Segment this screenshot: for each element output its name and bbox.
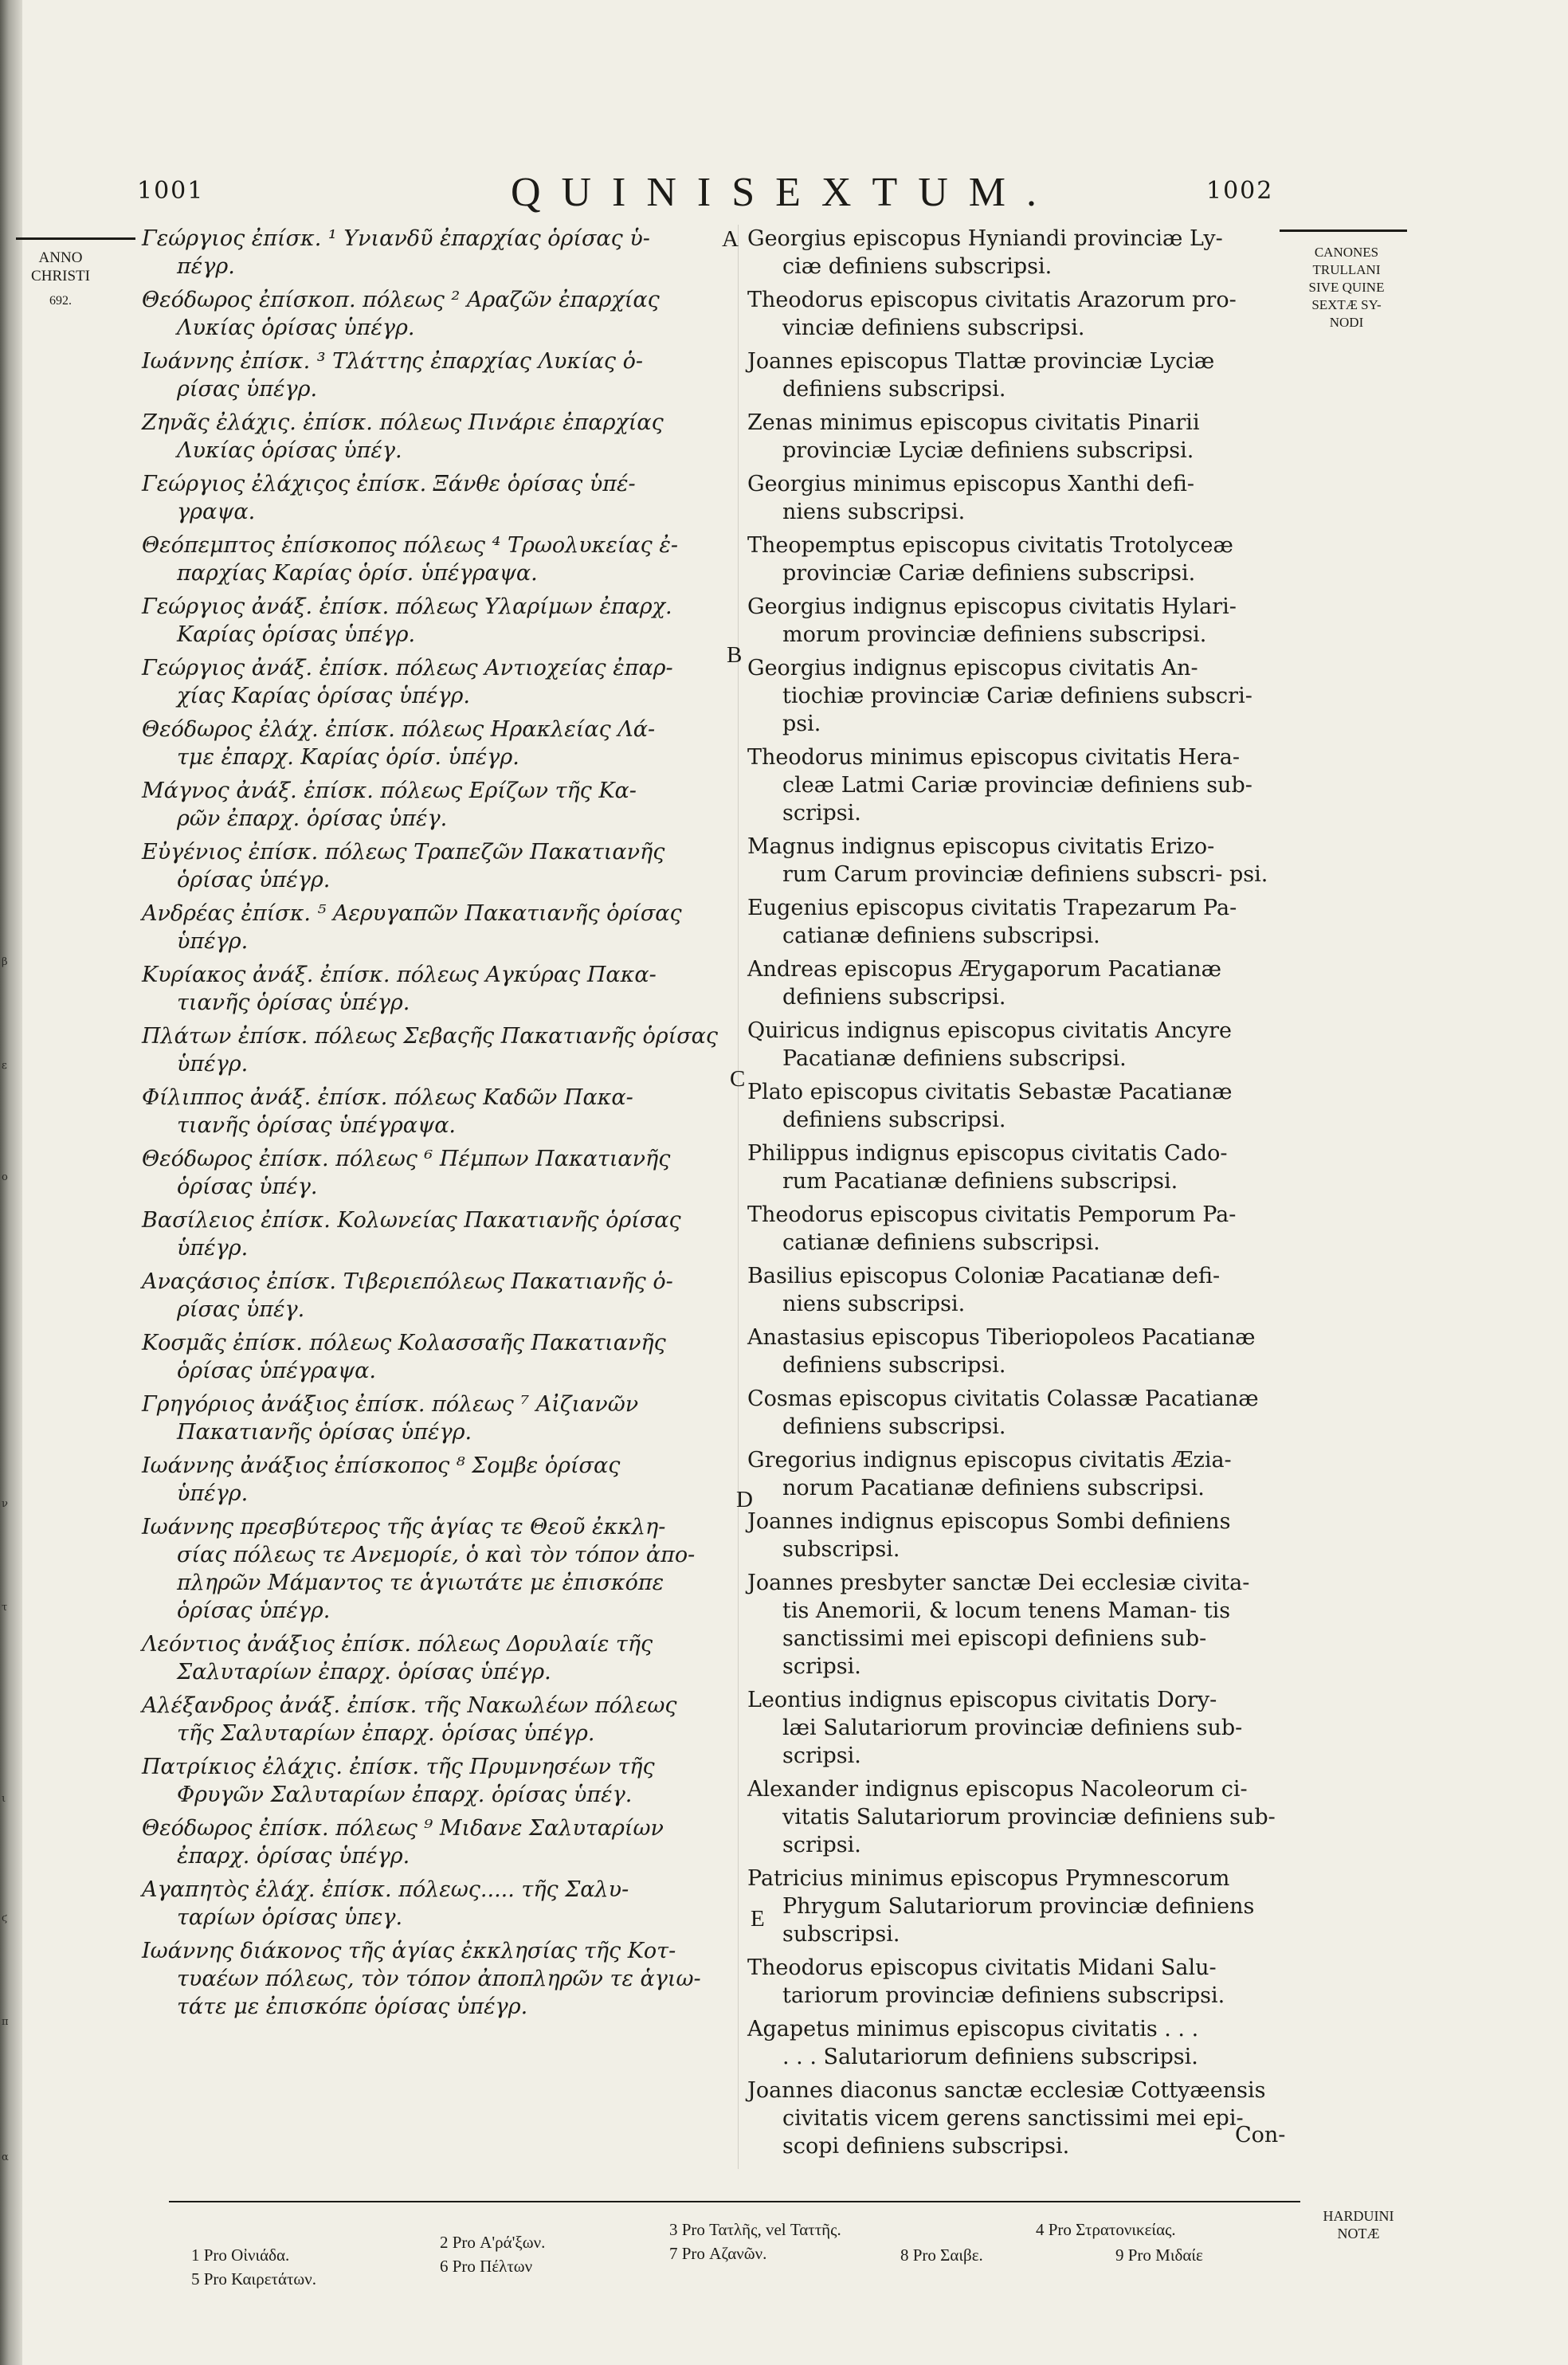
latin-entry-continuation: læi Salutariorum provinciæ definiens sub- scripsi. (782, 1716, 1243, 1768)
footnote-7: 7 Pro Αζανῶν. (669, 2244, 767, 2263)
page-number-right: 1002 (1206, 177, 1274, 205)
greek-entry (142, 409, 731, 465)
page-title: QUINISEXTUM. (510, 170, 1058, 215)
latin-entry (747, 1324, 1289, 1379)
greek-entry (142, 1814, 731, 1870)
harduini-label: HARDUINI (1323, 2208, 1394, 2224)
greek-entry-continuation: ἐπαρχ. ὁρίσας ὑπέγρ. (177, 1844, 410, 1869)
latin-entry (747, 470, 1289, 526)
latin-entry-first-line: Theodorus episcopus civitatis Pemporum Pa- (747, 1202, 1237, 1227)
latin-entry-continuation: definiens subscripsi. (782, 1353, 1006, 1378)
latin-entry-first-line: Agapetus minimus episcopus civitatis . . . (747, 2017, 1199, 2041)
footnote-3: 3 Pro Τατλῆς, vel Ταττῆς. (669, 2220, 841, 2239)
section-marker-c: C (730, 1066, 746, 1092)
footnote-2: 2 Pro Α'ρά'ξων. (440, 2233, 546, 2252)
greek-entry (142, 1630, 731, 1686)
greek-entry-first-line: Θεόδωρος ἐπίσκοπ. πόλεως ² Αραζῶν ἐπαρχίας (142, 288, 660, 312)
greek-entry-first-line: Ιωάννης πρεσβύτερος τῆς ἁγίας τε Θεοῦ ἐκκλη- (142, 1515, 666, 1539)
latin-entry (747, 955, 1289, 1011)
greek-entry (142, 1022, 731, 1078)
latin-entry-continuation: morum provinciæ definiens subscripsi. (782, 622, 1207, 647)
latin-entry (747, 2077, 1289, 2160)
notae-label: NOTÆ (1337, 2226, 1380, 2241)
greek-entry-continuation: ὁρίσας ὑπέγ. (177, 1175, 318, 1199)
greek-entry-continuation: Λυκίας ὁρίσας ὑπέγρ. (177, 316, 415, 340)
latin-entry-first-line: Theodorus episcopus civitatis Arazorum pro- (747, 288, 1237, 312)
greek-entry (142, 1876, 731, 1932)
latin-entry-continuation: niens subscripsi. (782, 500, 966, 524)
greek-entry (142, 470, 731, 526)
latin-entry-first-line: Georgius minimus episcopus Xanthi defi- (747, 472, 1194, 496)
greek-entry (142, 1268, 731, 1324)
latin-entry-first-line: Anastasius episcopus Tiberiopoleos Pacatianæ (747, 1325, 1256, 1350)
greek-entry (142, 531, 731, 587)
page-number-left: 1001 (137, 177, 205, 205)
greek-entry-continuation: ὑπέγρ. (177, 929, 249, 954)
greek-entry-first-line: Θεόπεμπτος ἐπίσκοπος πόλεως ⁴ Τρωολυκείας ἐ- (142, 533, 678, 558)
previous-page-bleed: β ε ο ν τ ι ϛ π α (2, 956, 9, 2163)
footnote-4: 4 Pro Στρατονικείας. (1036, 2220, 1176, 2239)
greek-entry-continuation: ὑπέγρ. (177, 1481, 249, 1506)
greek-entry-continuation: πέγρ. (177, 254, 235, 279)
greek-entry-first-line: Θεόδωρος ἐλάχ. ἐπίσκ. πόλεως Ηρακλείας Λά- (142, 717, 656, 742)
section-marker-a: A (722, 226, 739, 252)
latin-entry-continuation: cleæ Latmi Cariæ provinciæ definiens sub- scripsi. (782, 773, 1252, 826)
latin-entry (747, 1201, 1289, 1257)
latin-entry-continuation: norum Pacatianæ definiens subscripsi. (782, 1476, 1205, 1500)
latin-entry-first-line: Alexander indignus episcopus Nacoleorum ci- (747, 1777, 1248, 1802)
greek-entry (142, 777, 731, 833)
latin-entry-continuation: . . . Salutariorum definiens subscripsi. (782, 2045, 1198, 2069)
greek-entry-continuation: ταρίων ὁρίσας ὑπεγ. (177, 1905, 403, 1930)
footnotes (159, 2220, 1307, 2308)
latin-entry (747, 743, 1289, 827)
greek-entry-continuation: χίας Καρίας ὁρίσας ὑπέγρ. (177, 684, 471, 708)
latin-entry (747, 286, 1289, 342)
greek-entry (142, 900, 731, 955)
section-marker-e: E (751, 1906, 765, 1932)
greek-entry (142, 225, 731, 280)
footnote-rule (169, 2201, 1300, 2202)
latin-entry (747, 833, 1289, 888)
latin-entry (747, 1569, 1289, 1681)
latin-entry-continuation: definiens subscripsi. (782, 1414, 1006, 1439)
latin-entry (747, 1954, 1289, 2010)
greek-column (142, 225, 731, 2026)
greek-entry (142, 593, 731, 649)
greek-entry-continuation: ρίσας ὑπέγ. (177, 1297, 305, 1322)
latin-entry-continuation: ciæ definiens subscripsi. (782, 254, 1053, 279)
footnote-8: 8 Pro Σαιβε. (900, 2245, 983, 2265)
latin-entry-continuation: definiens subscripsi. (782, 377, 1006, 402)
latin-entry (747, 1078, 1289, 1134)
greek-entry (142, 961, 731, 1017)
latin-column (747, 225, 1289, 2166)
canones-line: TRULLANI (1312, 262, 1381, 277)
greek-entry-continuation: Πακατιανῆς ὁρίσας ὑπέγρ. (177, 1420, 472, 1445)
footnote-1: 1 Pro Οἰνιάδα. (191, 2245, 290, 2265)
greek-entry-first-line: Πατρίκιος ἐλάχις. ἐπίσκ. τῆς Πρυμνησέων τῆς (142, 1755, 655, 1779)
column-separator (738, 225, 739, 2169)
latin-entry-continuation: tariorum provinciæ definiens subscripsi. (782, 1983, 1225, 2008)
catchword: Con- (1235, 2123, 1286, 2147)
section-marker-d: D (736, 1487, 753, 1512)
canones-marginal (1296, 244, 1397, 331)
greek-entry-first-line: Αλέξανδρος ἀνάξ. ἐπίσκ. τῆς Νακωλέων πόλεως (142, 1693, 677, 1718)
latin-entry (747, 2015, 1289, 2071)
latin-entry (747, 593, 1289, 649)
latin-entry-continuation: vitatis Salutariorum provinciæ definiens sub- scripsi. (782, 1805, 1276, 1857)
latin-entry-continuation: provinciæ Cariæ definiens subscripsi. (782, 561, 1196, 586)
anno-label: ANNO (38, 249, 83, 266)
latin-entry (747, 1686, 1289, 1770)
latin-entry-first-line: Zenas minimus episcopus civitatis Pinarii (747, 410, 1200, 435)
year-label: 692. (49, 294, 72, 308)
greek-entry-continuation: ὁρίσας ὑπέγραψα. (177, 1359, 376, 1383)
latin-entry-first-line: Joannes indignus episcopus Sombi definiens (747, 1509, 1231, 1534)
latin-entry (747, 654, 1289, 738)
latin-entry (747, 531, 1289, 587)
latin-entry-first-line: Quiricus indignus episcopus civitatis Ancyre (747, 1018, 1233, 1043)
greek-entry-first-line: Κοσμᾶς ἐπίσκ. πόλεως Κολασσαῆς Πακατιανῆς (142, 1331, 666, 1355)
latin-entry-first-line: Leontius indignus episcopus civitatis Dory- (747, 1688, 1217, 1712)
greek-entry-first-line: Φίλιππος ἀνάξ. ἐπίσκ. πόλεως Καδῶν Πακα- (142, 1085, 633, 1110)
greek-entry-first-line: Βασίλειος ἐπίσκ. Κολωνείας Πακατιανῆς ὁρίσας (142, 1208, 681, 1233)
latin-entry-continuation: catianæ definiens subscripsi. (782, 924, 1100, 948)
greek-entry (142, 1084, 731, 1139)
latin-entry-first-line: Philippus indignus episcopus civitatis Cado- (747, 1141, 1228, 1166)
latin-entry-first-line: Joannes diaconus sanctæ ecclesiæ Cottyæensis (747, 2078, 1266, 2103)
greek-entry-continuation: ὑπέγρ. (177, 1236, 249, 1261)
latin-entry-first-line: Georgius indignus episcopus civitatis Hylari- (747, 594, 1237, 619)
latin-entry-continuation: catianæ definiens subscripsi. (782, 1230, 1100, 1255)
latin-entry-first-line: Joannes presbyter sanctæ Dei ecclesiæ civita- (747, 1571, 1250, 1595)
latin-entry-continuation: tiochiæ provinciæ Cariæ definiens subscri- psi. (782, 684, 1252, 736)
greek-entry (142, 1937, 731, 2021)
greek-entry-first-line: Αναςάσιος ἐπίσκ. Τιβεριεπόλεως Πακατιανῆς ὁ- (142, 1269, 673, 1294)
greek-entry-continuation: παρχίας Καρίας ὁρίσ. ὑπέγραψα. (177, 561, 538, 586)
greek-entry (142, 1390, 731, 1446)
greek-entry-continuation: Φρυγῶν Σαλυταρίων ἐπαρχ. ὁρίσας ὑπέγ. (177, 1783, 633, 1807)
latin-entry-first-line: Gregorius indignus episcopus civitatis Æzia- (747, 1448, 1232, 1473)
latin-entry-continuation: rum Pacatianæ definiens subscripsi. (782, 1169, 1178, 1194)
greek-entry-continuation: Καρίας ὁρίσας ὑπέγρ. (177, 622, 416, 647)
greek-entry (142, 838, 731, 894)
greek-entry-first-line: Κυρίακος ἀνάξ. ἐπίσκ. πόλεως Αγκύρας Πακα- (142, 963, 657, 987)
greek-entry (142, 1753, 731, 1809)
latin-entry (747, 1865, 1289, 1948)
greek-entry-continuation: ρίσας ὑπέγρ. (177, 377, 318, 402)
latin-entry-first-line: Andreas episcopus Ærygaporum Pacatianæ (747, 957, 1222, 982)
latin-entry-continuation: tis Anemorii, & locum tenens Maman- tis sanctissimi mei episcopi definiens sub- scripsi. (782, 1598, 1231, 1679)
christi-label: CHRISTI (31, 268, 90, 284)
latin-entry-first-line: Patricius minimus episcopus Prymnescorum (747, 1866, 1230, 1891)
latin-entry (747, 1508, 1289, 1563)
greek-entry (142, 347, 731, 403)
greek-entry-first-line: Θεόδωρος ἐπίσκ. πόλεως ⁶ Πέμπων Πακατιανῆς (142, 1147, 671, 1171)
greek-entry-first-line: Ανδρέας ἐπίσκ. ⁵ Αερυγαπῶν Πακατιανῆς ὁρίσας (142, 901, 682, 926)
anno-christi-marginal (22, 249, 99, 310)
greek-entry-first-line: Εὐγένιος ἐπίσκ. πόλεως Τραπεζῶν Πακατιανῆς (142, 840, 665, 865)
greek-entry-first-line: Γρηγόριος ἀνάξιος ἐπίσκ. πόλεως ⁷ Αἰζιανῶν (142, 1392, 639, 1417)
latin-entry (747, 894, 1289, 950)
greek-entry-continuation: τιανῆς ὁρίσας ὑπέγρ. (177, 990, 410, 1015)
latin-entry (747, 225, 1289, 280)
greek-entry-continuation: ὑπέγρ. (177, 1052, 249, 1077)
greek-entry-first-line: Ζηνᾶς ἐλάχις. ἐπίσκ. πόλεως Πινάριε ἐπαρχίας (142, 410, 664, 435)
canones-line: CANONES (1314, 245, 1379, 260)
latin-entry-first-line: Theopemptus episcopus civitatis Trotolyceæ (747, 533, 1233, 558)
greek-entry (142, 1513, 731, 1625)
latin-entry-first-line: Theodorus minimus episcopus civitatis Hera- (747, 745, 1241, 770)
latin-entry (747, 1446, 1289, 1502)
latin-entry (747, 1139, 1289, 1195)
greek-entry-continuation: τῆς Σαλυταρίων ἐπαρχ. ὁρίσας ὑπέγρ. (177, 1721, 595, 1746)
greek-entry-continuation: σίας πόλεως τε Ανεμορίε, ὁ καὶ τὸν τόπον ἀπο- πληρῶν Μάμαντος τε ἁγιωτάτε με ἐπισκόπε ὁρίσας ὑπέγρ. (177, 1543, 696, 1623)
latin-entry-first-line: Georgius indignus episcopus civitatis An- (747, 656, 1198, 680)
latin-entry (747, 347, 1289, 403)
greek-entry (142, 1452, 731, 1508)
latin-entry (747, 409, 1289, 465)
latin-entry-continuation: rum Carum provinciæ definiens subscri- psi. (782, 862, 1268, 887)
header-rule-right (1280, 229, 1407, 232)
greek-entry-first-line: Λεόντιος ἀνάξιος ἐπίσκ. πόλεως Δορυλαίε τῆς (142, 1632, 653, 1657)
latin-entry (747, 1775, 1289, 1859)
latin-entry-continuation: Phrygum Salutariorum provinciæ definiens subscripsi. (782, 1894, 1255, 1947)
canones-line: NODI (1329, 315, 1364, 330)
greek-entry-continuation: ρῶν ἐπαρχ. ὁρίσας ὑπέγ. (177, 806, 448, 831)
latin-entry (747, 1262, 1289, 1318)
greek-entry-continuation: γραψα. (177, 500, 256, 524)
latin-entry-continuation: definiens subscripsi. (782, 985, 1006, 1010)
greek-entry (142, 1206, 731, 1262)
greek-entry (142, 1329, 731, 1385)
greek-entry-continuation: ὁρίσας ὑπέγρ. (177, 868, 331, 892)
footnote-9: 9 Pro Μιδαίε (1115, 2245, 1203, 2265)
canones-line: SIVE QUINE (1308, 280, 1385, 295)
greek-entry-first-line: Αγαπητὸς ἐλάχ. ἐπίσκ. πόλεως..... τῆς Σαλυ- (142, 1877, 629, 1902)
footnote-5: 5 Pro Καιρετάτων. (191, 2269, 316, 2289)
latin-entry-first-line: Cosmas episcopus civitatis Colassæ Pacatianæ (747, 1386, 1259, 1411)
latin-entry-first-line: Eugenius episcopus civitatis Trapezarum Pa- (747, 896, 1237, 920)
greek-entry-first-line: Γεώργιος ἐπίσκ. ¹ Υνιανδῦ ἐπαρχίας ὁρίσας ὑ- (142, 226, 650, 251)
greek-entry-continuation: Σαλυταρίων ἐπαρχ. ὁρίσας ὑπέγρ. (177, 1660, 551, 1685)
greek-entry-first-line: Ιωάννης ἀνάξιος ἐπίσκοπος ⁸ Σομβε ὁρίσας (142, 1453, 621, 1478)
latin-entry-continuation: provinciæ Lyciæ definiens subscripsi. (782, 438, 1194, 463)
greek-entry (142, 654, 731, 710)
greek-entry-first-line: Πλάτων ἐπίσκ. πόλεως Σεβαςῆς Πακατιανῆς ὁρίσας (142, 1024, 718, 1049)
greek-entry-first-line: Μάγνος ἀνάξ. ἐπίσκ. πόλεως Ερίζων τῆς Κα- (142, 779, 637, 803)
greek-entry-continuation: τιανῆς ὁρίσας ὑπέγραψα. (177, 1113, 457, 1138)
greek-entry-first-line: Ιωάννης ἐπίσκ. ³ Τλάττης ἐπαρχίας Λυκίας ὁ- (142, 349, 644, 374)
latin-entry-continuation: niens subscripsi. (782, 1292, 966, 1316)
latin-entry-first-line: Georgius episcopus Hyniandi provinciæ Ly- (747, 226, 1223, 251)
latin-entry-first-line: Magnus indignus episcopus civitatis Erizo- (747, 834, 1215, 859)
latin-entry-continuation: definiens subscripsi. (782, 1108, 1006, 1132)
greek-entry (142, 286, 731, 342)
latin-entry-continuation: Pacatianæ definiens subscripsi. (782, 1046, 1127, 1071)
latin-entry-first-line: Joannes episcopus Tlattæ provinciæ Lyciæ (747, 349, 1215, 374)
greek-entry-first-line: Θεόδωρος ἐπίσκ. πόλεως ⁹ Μιδανε Σαλυταρίων (142, 1816, 664, 1841)
greek-entry-first-line: Ιωάννης διάκονος τῆς ἁγίας ἐκκλησίας τῆς Κοτ- (142, 1939, 676, 1963)
harduini-notae (1307, 2207, 1410, 2242)
greek-entry-continuation: τμε ἐπαρχ. Καρίας ὁρίσ. ὑπέγρ. (177, 745, 519, 770)
section-marker-b: B (727, 642, 743, 668)
greek-entry (142, 1145, 731, 1201)
latin-entry-continuation: vinciæ definiens subscripsi. (782, 316, 1085, 340)
header-rule-left (16, 237, 135, 240)
greek-entry (142, 716, 731, 771)
latin-entry-first-line: Plato episcopus civitatis Sebastæ Pacatianæ (747, 1080, 1233, 1104)
latin-entry (747, 1385, 1289, 1441)
greek-entry-first-line: Γεώργιος ἀνάξ. ἐπίσκ. πόλεως Αντιοχείας ἐπαρ- (142, 656, 673, 680)
greek-entry-continuation: Λυκίας ὁρίσας ὑπέγ. (177, 438, 402, 463)
latin-entry-first-line: Basilius episcopus Coloniæ Pacatianæ defi- (747, 1264, 1221, 1288)
canones-line: SEXTÆ SY- (1311, 297, 1382, 312)
latin-entry (747, 1017, 1289, 1073)
greek-entry-continuation: τυαέων πόλεως, τὸν τόπον ἀποπληρῶν τε ἁγιω- τάτε με ἐπισκόπε ὁρίσας ὑπέγρ. (177, 1967, 701, 2019)
footnote-6: 6 Pro Πέλτων (440, 2257, 533, 2276)
greek-entry-first-line: Γεώργιος ἐλάχιςος ἐπίσκ. Ξάνθε ὁρίσας ὑπέ- (142, 472, 636, 496)
greek-entry-first-line: Γεώργιος ἀνάξ. ἐπίσκ. πόλεως Υλαρίμων ἐπαρχ. (142, 594, 672, 619)
latin-entry-continuation: subscripsi. (782, 1537, 900, 1562)
latin-entry-first-line: Theodorus episcopus civitatis Midani Salu- (747, 1955, 1217, 1980)
latin-entry-continuation: civitatis vicem gerens sanctissimi mei epi- scopi definiens subscripsi. (782, 2106, 1244, 2159)
greek-entry (142, 1692, 731, 1747)
